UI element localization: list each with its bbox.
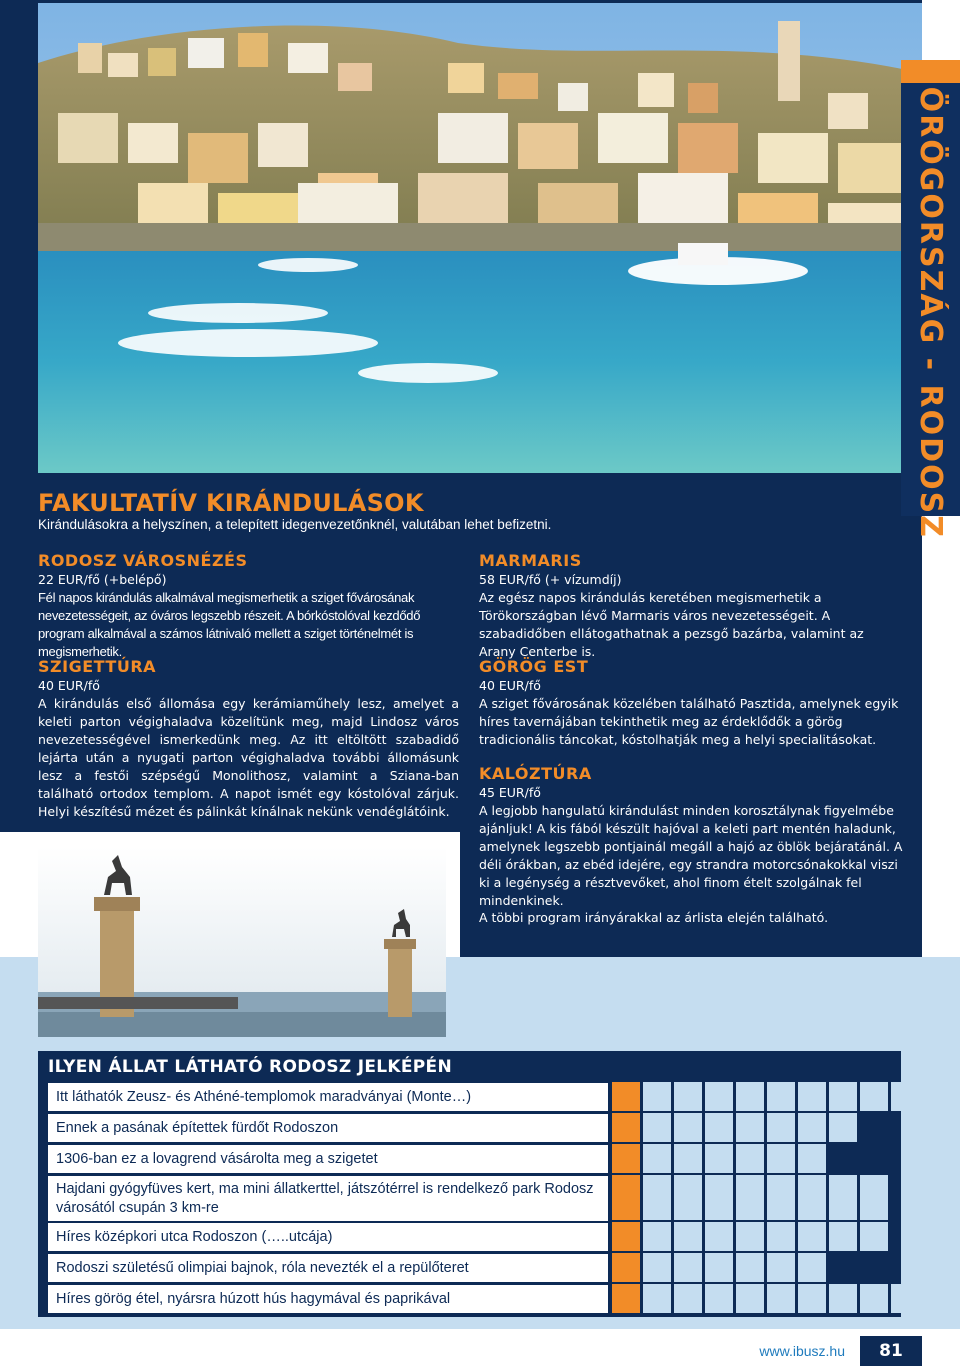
crossword-cell (860, 1175, 888, 1220)
crossword-cell (643, 1284, 671, 1313)
excursion-rodosz (38, 551, 458, 661)
puzzle-clue-3: 1306-ban ez a lovagrend vásárolta meg a szigetet (38, 1145, 608, 1173)
crossword-solution-cell (612, 1222, 640, 1251)
excursion-description: A sziget fővárosának közelében található Pasztida, amelynek egyik híres tavernájában tekinthetik meg az érdeklődők a görög tradicionális táncokat, kóstolhatják meg a helyi specialitásokat. (479, 696, 899, 747)
crossword-cell (705, 1144, 733, 1173)
crossword-cell (705, 1082, 733, 1111)
crossword-solution-cell (612, 1082, 640, 1111)
footer-url[interactable]: www.ibusz.hu (759, 1343, 845, 1359)
crossword-cell (674, 1253, 702, 1282)
crossword-cell (798, 1284, 826, 1313)
crossword-cell (705, 1222, 733, 1251)
excursion-description: Fél napos kirándulás alkalmával megismerhetik a sziget fővárosának nevezetességeit, az óváros legszebb részeit. A bórkóstolóval kezdődő program alkalmával a számos látnivaló mellett a sziget történelmét is megismerhetik. (38, 590, 421, 659)
crossword-cell (674, 1175, 702, 1220)
crossword-cell (767, 1284, 795, 1313)
excursion-price: 22 EUR/fő (+belépő) (38, 572, 167, 587)
crossword-solution-cell (612, 1253, 640, 1282)
crossword-cell (643, 1175, 671, 1220)
crossword-solution-cell (612, 1144, 640, 1173)
excursion-title: KALÓZTÚRA (479, 764, 592, 783)
excursion-description: A kirándulás első állomása egy kerámiaműhely lesz, amelyet a keleti parton végighaladva közelítünk meg, majd Lindosz város nevezetességével ismerkedünk meg. Az itt eltöltött szabadidő lejárta után a nyugati parton végighaladva további állomásunk lesz a festői szépségű Monolithosz, valamint a Sziana-ban található ortodox templom. A napot ismét egy kóstolóval zárjuk. Helyi készítésű mézet és pálinkát kínálnak nekünk vendéglátóink. (38, 696, 459, 819)
side-tab-title-wrap (901, 59, 960, 539)
crossword-grid (612, 1082, 902, 1314)
crossword-cell (736, 1113, 764, 1142)
crossword-cell (705, 1284, 733, 1313)
crossword-cell (798, 1082, 826, 1111)
puzzle-clue-6: Rodoszi születésű olimpiai bajnok, róla nevezték el a repülőteret (38, 1254, 608, 1282)
crossword-cell (829, 1113, 857, 1142)
excursion-marmaris (479, 551, 904, 661)
puzzle-clue-2: Ennek a pasának építettek fürdőt Rodoszon (38, 1114, 608, 1142)
hero-photo-symi-harbor (38, 3, 922, 473)
excursion-title: MARMARIS (479, 551, 582, 570)
crossword-cell (736, 1082, 764, 1111)
crossword-solution-cell (612, 1175, 640, 1220)
page-number: 81 (860, 1336, 922, 1366)
excursion-price: 58 EUR/fő (+ vízumdíj) (479, 572, 622, 587)
crossword-cell (798, 1144, 826, 1173)
page-title: FAKULTATÍV KIRÁNDULÁSOK (38, 489, 424, 517)
excursion-sziget (38, 657, 459, 821)
excursion-title: RODOSZ VÁROSNÉZÉS (38, 551, 248, 570)
program-note: A többi program irányárakkal az árlista elején található. (479, 910, 829, 925)
crossword-cell (736, 1284, 764, 1313)
crossword-cell (860, 1222, 888, 1251)
excursion-price: 40 EUR/fő (38, 678, 100, 693)
crossword-cell (829, 1284, 857, 1313)
deer-statues-photo (38, 847, 446, 1037)
puzzle-title-bar (38, 1051, 901, 1081)
crossword-cell (674, 1113, 702, 1142)
crossword-cell (767, 1144, 795, 1173)
crossword-cell (674, 1284, 702, 1313)
puzzle-clue-1: Itt láthatók Zeusz- és Athéné-templomok maradványai (Monte…) (38, 1083, 608, 1111)
crossword-cell (798, 1222, 826, 1251)
crossword-cell (829, 1222, 857, 1251)
crossword-cell (643, 1253, 671, 1282)
crossword-cell (767, 1222, 795, 1251)
excursion-description: A legjobb hangulatú kirándulást minden korosztálynak figyelmébe ajánljuk! A kis fából készült hajóval a keleti part mentén haladunk, amelynek legszebb pontjainál megáll a hajó az öblök bejáratánál. A déli órákban, az ebéd idejére, egy strandra motorcsónakokkal viszi ki a legénység a résztvevőket, ahol finom ételt szolgálnak fel mindenkinek. (479, 803, 903, 908)
crossword-cell (798, 1113, 826, 1142)
excursion-price: 40 EUR/fő (479, 678, 541, 693)
crossword-cell (674, 1222, 702, 1251)
crossword-cell (643, 1144, 671, 1173)
crossword-cell (674, 1082, 702, 1111)
excursion-gorog-est (479, 657, 904, 749)
crossword-cell (891, 1284, 919, 1313)
crossword-cell (891, 1082, 919, 1111)
crossword-cell (643, 1113, 671, 1142)
crossword-solution-cell (612, 1113, 640, 1142)
crossword-cell (798, 1175, 826, 1220)
crossword-cell (829, 1175, 857, 1220)
crossword-cell (736, 1253, 764, 1282)
crossword-cell (767, 1175, 795, 1220)
crossword-cell (860, 1082, 888, 1111)
crossword-cell (860, 1284, 888, 1313)
crossword-cell (767, 1113, 795, 1142)
excursion-title: GÖRÖG EST (479, 657, 589, 676)
excursion-kaloz (479, 764, 904, 910)
puzzle-clue-5: Híres középkori utca Rodoszon (…..utcája) (38, 1223, 608, 1251)
puzzle-title: ILYEN ÁLLAT LÁTHATÓ RODOSZ JELKÉPÉN (48, 1057, 452, 1077)
crossword-cell (643, 1082, 671, 1111)
crossword-cell (829, 1082, 857, 1111)
crossword-cell (643, 1222, 671, 1251)
crossword-cell (736, 1175, 764, 1220)
excursion-price: 45 EUR/fő (479, 785, 541, 800)
crossword-cell (736, 1144, 764, 1173)
crossword-cell (767, 1253, 795, 1282)
crossword-solution-cell (612, 1284, 640, 1313)
page-subtitle: Kirándulásokra a helyszínen, a telepített idegenvezetőnknél, valutában lehet befizetni. (38, 517, 552, 532)
excursion-title: SZIGETTÚRA (38, 657, 157, 676)
puzzle-clue-4: Hajdani gyógyfüves kert, ma mini állatkerttel, játszótérrel is rendelkező park Rodosz városától csupán 3 km-re (38, 1176, 608, 1221)
crossword-cell (736, 1222, 764, 1251)
side-tab-title: GÖRÖGORSZÁG - RODOSZ (913, 59, 948, 539)
crossword-cell (705, 1175, 733, 1220)
crossword-cell (767, 1082, 795, 1111)
excursion-description: Az egész napos kirándulás keretében megismerhetik a Törökországban lévő Marmaris város nevezetességeit. A szabadidőben ellátogathatnak a pezsgő bazárba, valamint az Arany Centerbe is. (479, 590, 864, 659)
crossword-cell (705, 1113, 733, 1142)
crossword-cell (705, 1253, 733, 1282)
puzzle-clue-7: Híres görög étel, nyársra húzott hús hagymával és paprikával (38, 1285, 608, 1313)
crossword-cell (798, 1253, 826, 1282)
crossword-cell (674, 1144, 702, 1173)
